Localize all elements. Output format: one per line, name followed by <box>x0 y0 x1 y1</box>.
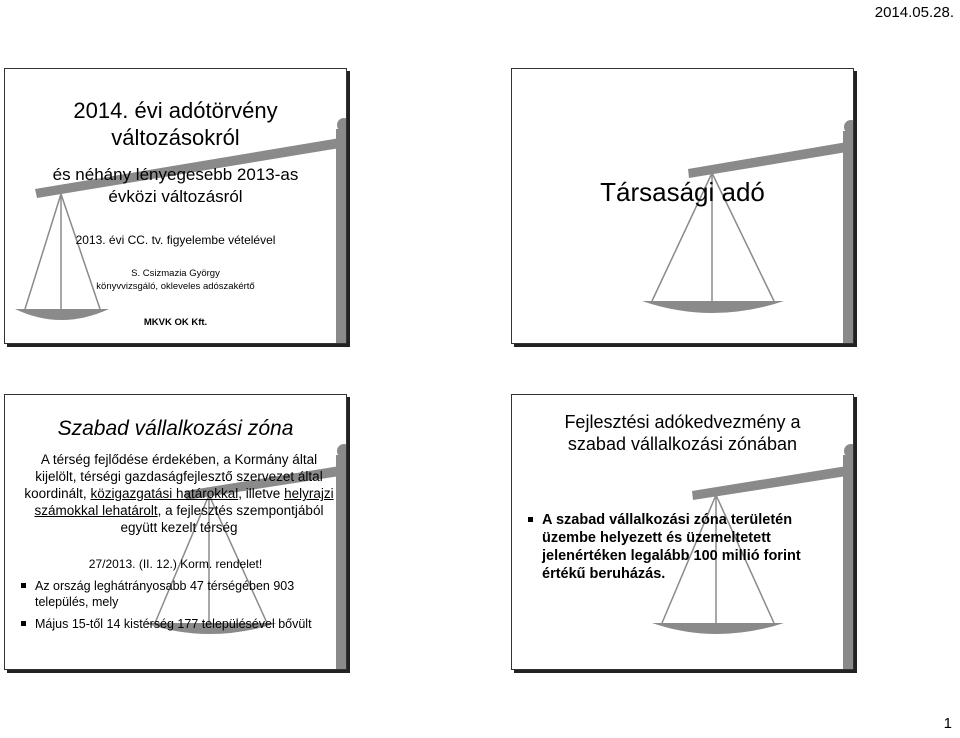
slide-2-title: Társasági adó <box>600 177 765 207</box>
subtitle-line-1: és néhány lényegesebb 2013-as <box>52 165 299 184</box>
subtitle-line-2: évközi változásról <box>108 187 243 206</box>
definition-underlined-text: közigazgatási határokkal <box>90 486 239 501</box>
bullet-item <box>19 616 341 632</box>
square-bullet-icon <box>21 583 26 588</box>
slide-3-title: Szabad vállalkozási zóna <box>57 417 294 440</box>
slide-4-title-line-2: szabad vállalkozási zónában <box>567 434 798 454</box>
page-number: 1 <box>943 715 952 732</box>
bullet-text: Május 15-től 14 kistérség 177 településével bővült <box>35 617 312 631</box>
definition-text: A térség fejlődése érdekében, a Kormány által kijelölt, térségi gazdaságfejlesztő szervezet által koordinált, <box>24 452 323 501</box>
law-note: 2013. évi CC. tv. figyelembe vételével <box>75 233 276 247</box>
slide-4-content <box>512 395 853 669</box>
decree-reference: 27/2013. (II. 12.) Korm. rendelet! <box>88 557 263 571</box>
square-bullet-icon <box>528 517 533 522</box>
slide-4-title <box>512 411 853 455</box>
bullet-item <box>526 511 844 583</box>
definition-text: , a fejlesztés szempontjából együtt kezelt térség <box>120 503 324 535</box>
slide-4 <box>511 394 854 670</box>
definition-underlined-text: helyrajzi számokkal lehatárolt <box>34 486 334 518</box>
author-name: S. Csizmazia György <box>131 268 220 279</box>
slide-3-bullet-list <box>19 578 341 638</box>
presentation-subtitle <box>5 164 346 208</box>
author-title: könyvvizsgáló, okleveles adószakértő <box>96 281 255 292</box>
bullet-text: A szabad vállalkozási zóna területén üzembe helyezett és üzemeltetett jelenértéken legalább 100 millió forint értékű beruházás. <box>542 512 801 582</box>
title-line-2: változásokról <box>111 125 240 150</box>
bullet-text: Az ország leghátrányosabb 47 térségében 903 település, mely <box>35 579 295 609</box>
slide-2-content <box>512 69 853 343</box>
author-block <box>5 267 346 293</box>
slide-4-title-line-1: Fejlesztési adókedvezmény a <box>564 412 801 432</box>
definition-text: , illetve <box>238 486 285 501</box>
slide-3-content <box>5 395 346 669</box>
slide-2 <box>511 68 854 344</box>
zone-definition <box>19 451 339 536</box>
square-bullet-icon <box>21 621 26 626</box>
title-line-1: 2014. évi adótörvény <box>73 98 278 123</box>
slide-1-content <box>5 69 346 343</box>
slide-3 <box>4 394 347 670</box>
page-date: 2014.05.28. <box>874 4 954 21</box>
slide-1 <box>4 68 347 344</box>
slide-4-bullet-list <box>526 511 844 583</box>
presentation-title <box>5 97 346 151</box>
organization: MKVK OK Kft. <box>143 317 208 328</box>
bullet-item <box>19 578 341 610</box>
